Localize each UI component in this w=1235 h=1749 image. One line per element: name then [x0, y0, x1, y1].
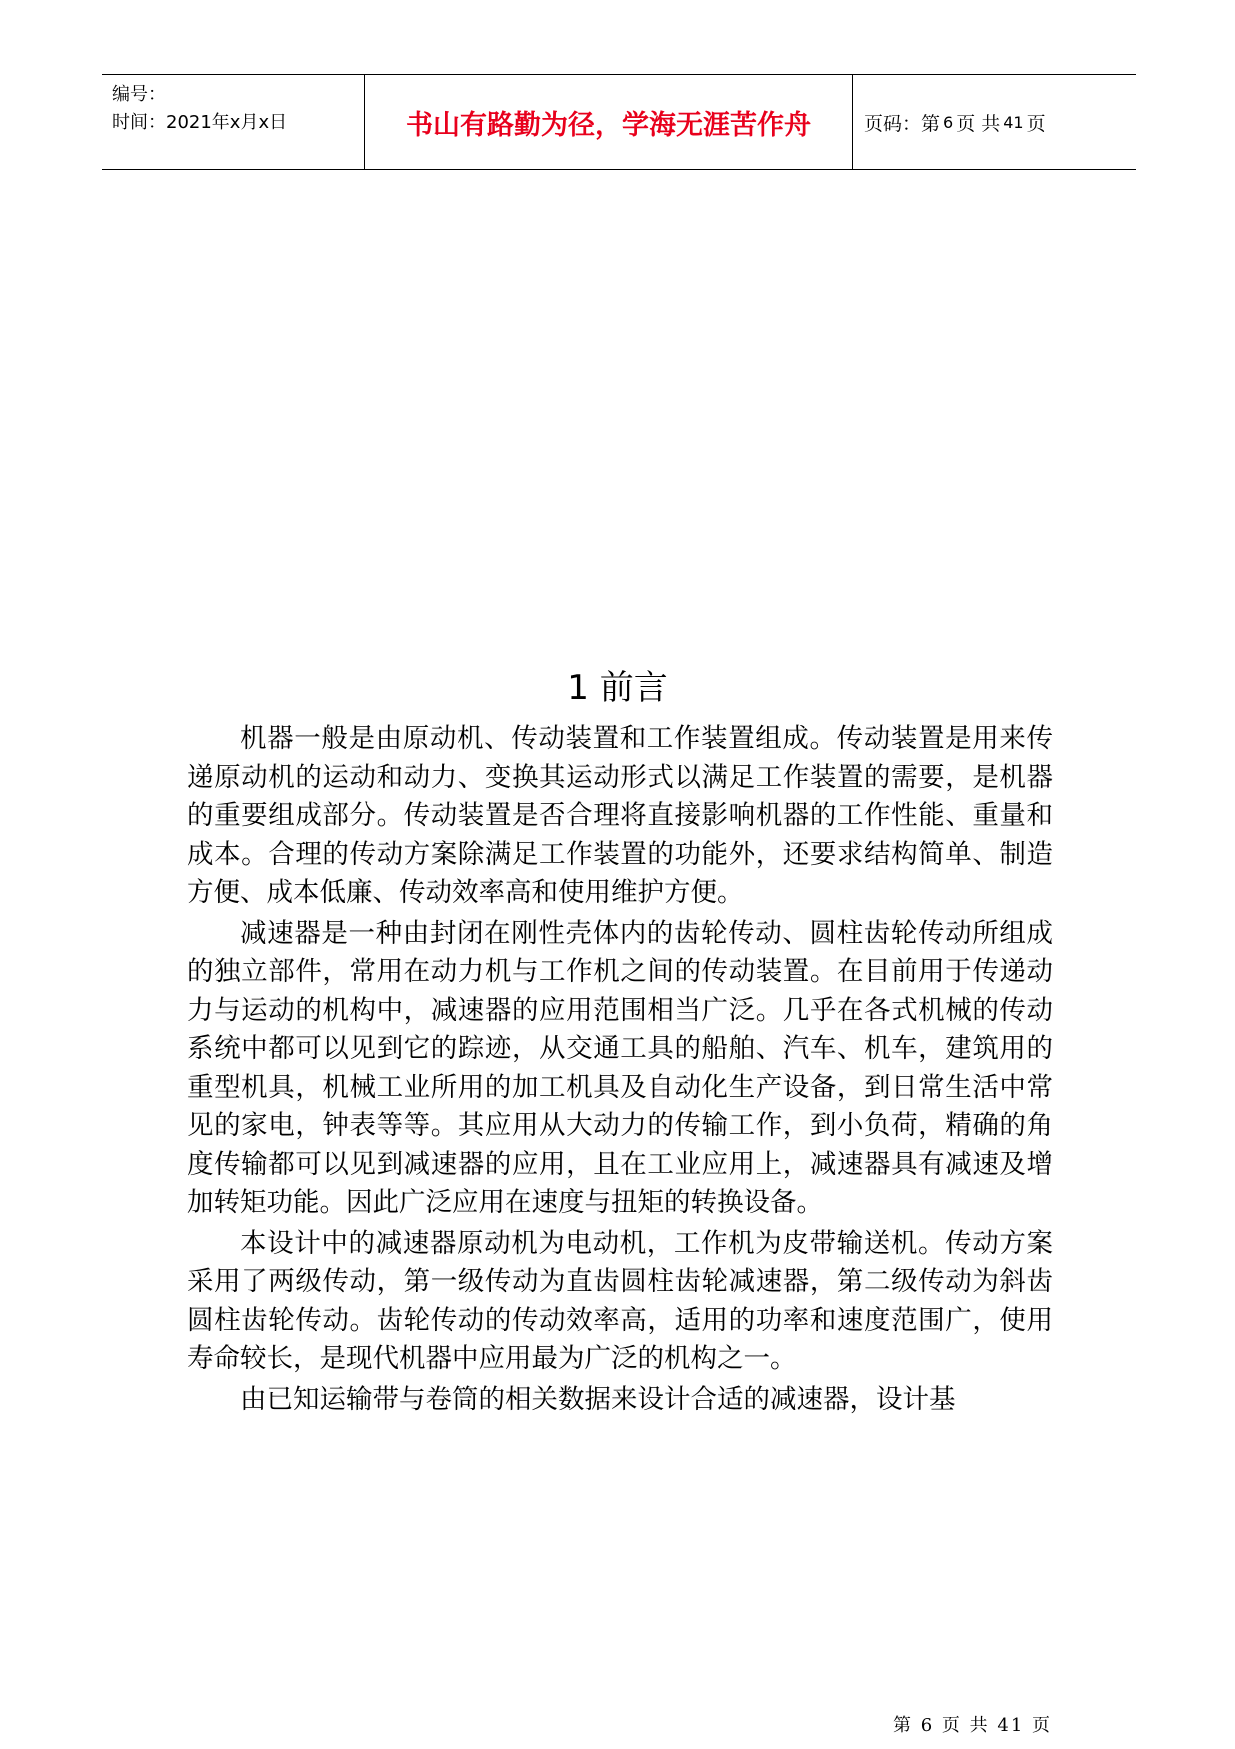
page-header	[102, 74, 1136, 170]
paragraph: 机器一般是由原动机、传动装置和工作装置组成。传动装置是用来传递原动机的运动和动力、变换其运动形式以满足工作装置的需要，是机器的重要组成部分。传动装置是否合理将直接影响机器的工作性能、重量和成本。合理的传动方案除满足工作装置的功能外，还要求结构简单、制造方便、成本低廉、传动效率高和使用维护方便。	[187, 723, 1053, 908]
page-number: 6	[943, 112, 954, 132]
page-suffix: 页	[1026, 112, 1046, 135]
paragraph: 由已知运输带与卷筒的相关数据来设计合适的减速器，设计基	[240, 1383, 956, 1415]
paragraph: 减速器是一种由封闭在刚性壳体内的齿轮传动、圆柱齿轮传动所组成的独立部件，常用在动力机与工作机之间的传动装置。在目前用于传递动力与运动的机构中，减速器的应用范围相当广泛。几乎在各式机械的传动系统中都可以见到它的踪迹，从交通工具的船舶、汽车、机车，建筑用的重型机具，机械工业所用的加工机具及自动化生产设备，到日常生活中常见的家电，钟表等等。其应用从大动力的传输工作，到小负荷，精确的角度传输都可以见到减速器的应用，且在工业应用上，减速器具有减速及增加转矩功能。因此广泛应用在速度与扭矩的转换设备。	[187, 917, 1053, 1218]
header-page-indicator	[864, 75, 1046, 169]
paragraph: 本设计中的减速器原动机为电动机，工作机为皮带输送机。传动方案采用了两级传动，第一级传动为直齿圆柱齿轮减速器，第二级传动为斜齿圆柱齿轮传动。齿轮传动的传动效率高，适用的功率和速度范围广，使用寿命较长，是现代机器中应用最为广泛的机构之一。	[187, 1227, 1053, 1374]
header-divider	[852, 75, 853, 169]
page-mid: 页 共	[956, 112, 1001, 135]
page-prefix: 页码：第	[864, 112, 941, 135]
document-number-label: 编号：	[112, 84, 166, 105]
header-motto: 书山有路勤为径，学海无涯苦作舟	[406, 109, 811, 141]
page-footer: 第 6 页 共 41 页	[893, 1715, 1052, 1736]
body-text	[187, 720, 1053, 1421]
page-total: 41	[1003, 112, 1024, 132]
document-time-label: 时间：2021年x月x日	[112, 112, 288, 133]
section-title: 1 前言	[567, 668, 668, 708]
header-meta	[112, 81, 287, 137]
